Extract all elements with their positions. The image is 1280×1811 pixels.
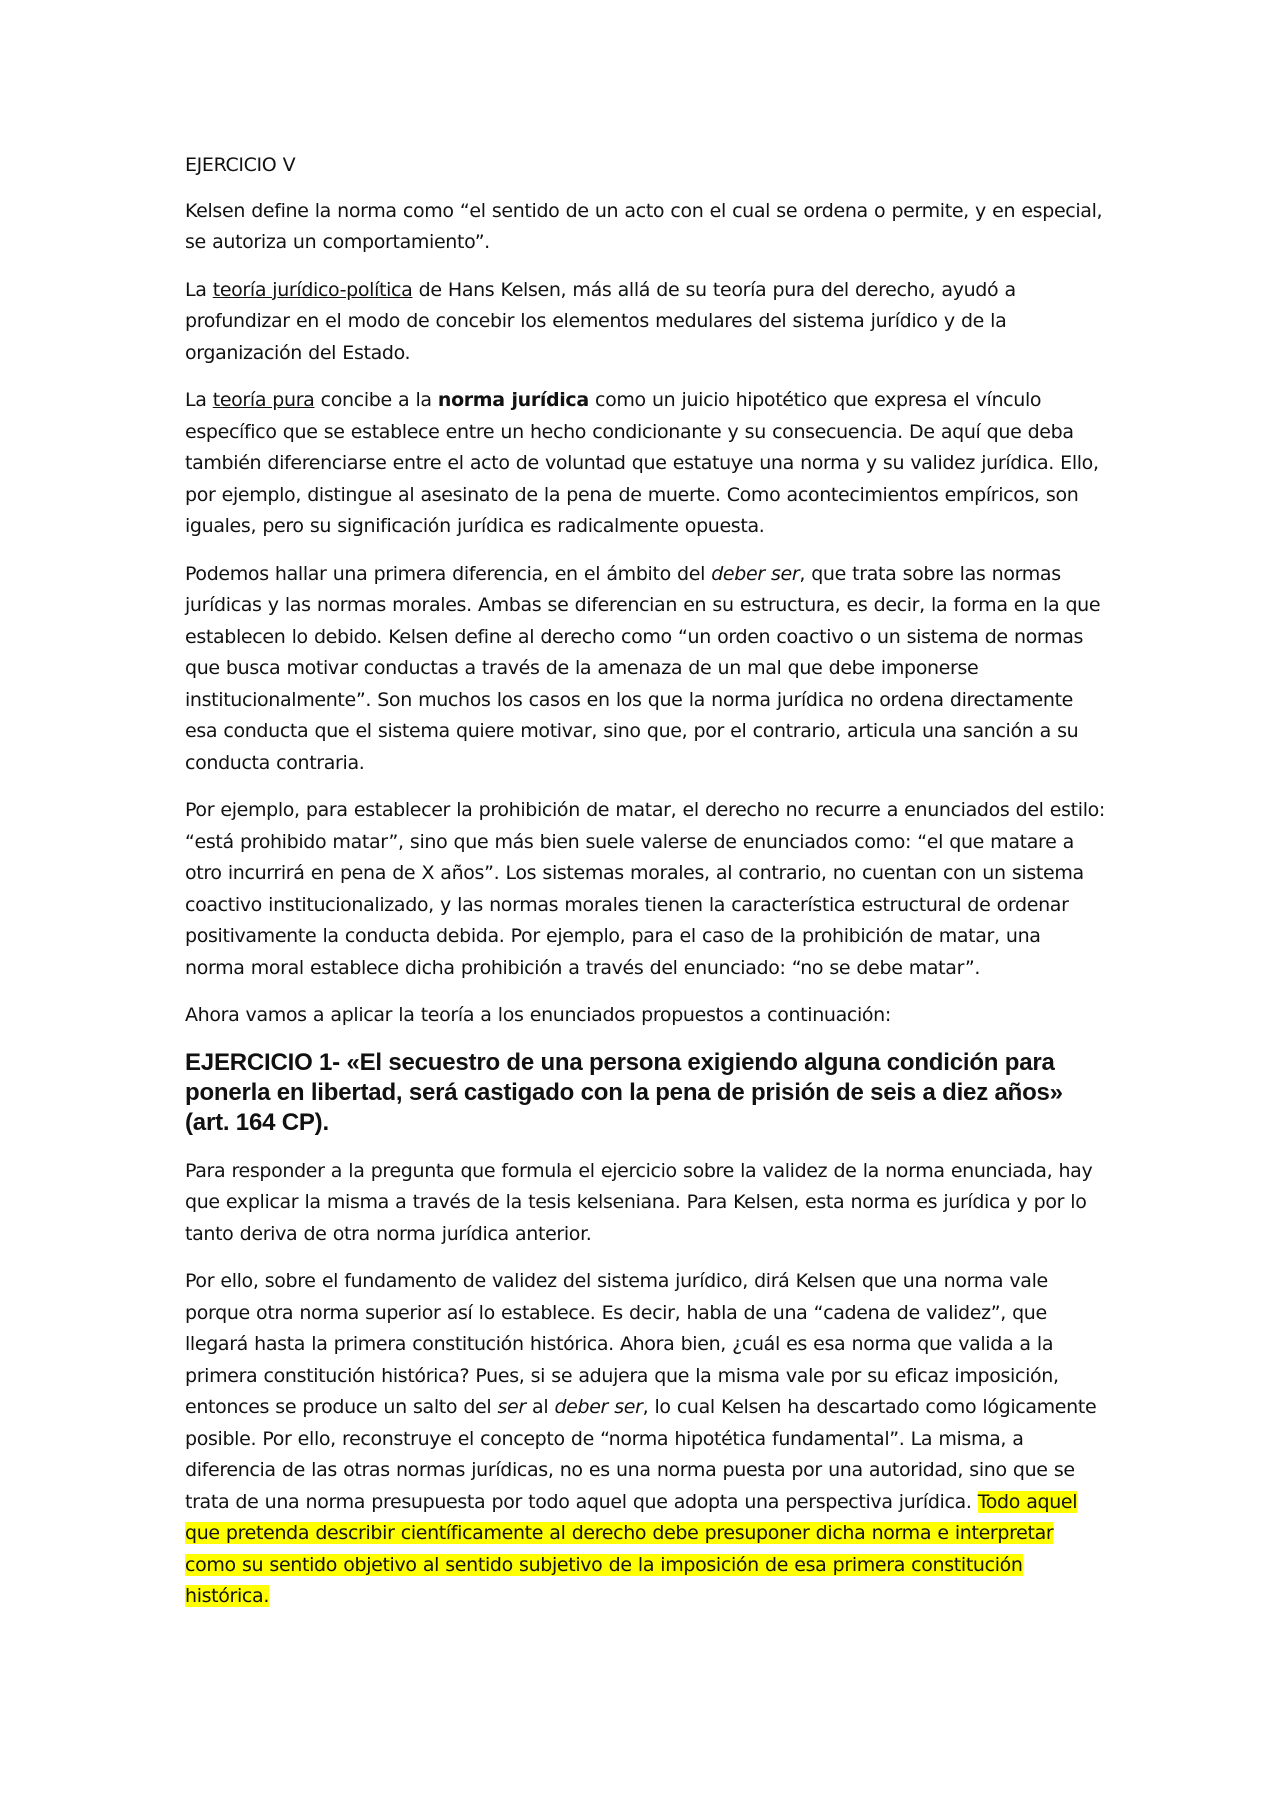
paragraph-intro-ejercicios: Ahora vamos a aplicar la teoría a los enunciados propuestos a continuación: [185, 1004, 891, 1026]
text-run: La [185, 389, 213, 411]
exercise-1-heading: EJERCICIO 1- «El secuestro de una persona exigiendo alguna condición para ponerla en libertad, será castigado con la pena de prisión de seis a diez años» (art. 164 CP). [185, 1048, 1063, 1136]
text-run: Por ello, sobre el fundamento de validez del sistema jurídico, dirá Kelsen que una norma vale porque otra norma superior así lo establece. Es decir, habla de una “cadena de validez”, que llegará hasta la primera constitución histórica. Ahora bien, ¿cuál es esa norma que valida a la primera constitución histórica? Pues, si se adujera que la misma vale por su eficaz imposición, entonces se produce un salto del [185, 1270, 1059, 1418]
text-run: al [525, 1396, 555, 1418]
paragraph-deber-ser [185, 559, 1105, 780]
italic-term-deber-ser: deber ser [711, 562, 800, 585]
bold-term-norma-juridica: norma jurídica [437, 389, 589, 411]
text-run: concibe a la [314, 389, 438, 411]
document-page [185, 150, 1105, 1629]
text-run: de Hans Kelsen, más allá de su teoría pura del derecho, ayudó a profundizar en el modo de concebir los elementos medulares del sistema jurídico y de la organización del Estado. [185, 278, 1016, 364]
paragraph-kelsen-definition: Kelsen define la norma como “el sentido de un acto con el cual se ordena o permite, y en especial, se autoriza un comportamiento”. [185, 199, 1103, 253]
paragraph-juridico-politica [185, 275, 1105, 370]
highlighted-text: Todo aquel que pretenda describir científicamente al derecho debe presuponer dicha norma e interpretar como su sentido objetivo al sentido subjetivo de la imposición de esa primera constitución histórica. [185, 1490, 1078, 1607]
text-run: Podemos hallar una primera diferencia, en el ámbito del [185, 562, 712, 585]
underlined-term-teoria-juridico-politica: teoría jurídico-política [212, 278, 413, 301]
paragraph-prohibicion-matar: Por ejemplo, para establecer la prohibición de matar, el derecho no recurre a enunciados del estilo: “está prohibido matar”, sino que más bien suele valerse de enunciados como: “el que matare a otro incurrirá en pena de X años”. Los sistemas morales, al contrario, no cuentan con un sistema coactivo institucionalizado, y las normas morales tienen la característica estructural de ordenar positivamente la conducta debida. Por ejemplo, para el caso de la prohibición de matar, una norma moral establece dicha prohibición a través del enunciado: “no se debe matar”. [185, 799, 1105, 979]
document-title: EJERCICIO V [185, 154, 296, 176]
text-run: como un juicio hipotético que expresa el vínculo específico que se establece entre un hecho condicionante y su consecuencia. De aquí que deba también diferenciarse entre el acto de voluntad que estatuye una norma y su validez jurídica. Ello, por ejemplo, distingue al asesinato de la pena de muerte. Como acontecimientos empíricos, son iguales, pero su significación jurídica es radicalmente opuesta. [185, 389, 1099, 537]
text-run: La [185, 278, 213, 301]
italic-term-ser: ser [497, 1396, 526, 1418]
text-run: , que trata sobre las normas jurídicas y las normas morales. Ambas se diferencian en su estructura, es decir, la forma en la que establecen lo debido. Kelsen define al derecho como “un orden coactivo o un sistema de normas que busca motivar conductas a través de la amenaza de un mal que debe imponerse institucionalmente”. Son muchos los casos en los que la norma jurídica no ordena directamente esa conducta que el sistema quiere motivar, sino que, por el contrario, articula una sanción a su conducta contraria. [185, 562, 1101, 774]
italic-term-deber-ser: deber ser [554, 1396, 643, 1418]
text-run: , lo cual Kelsen ha descartado como lógicamente posible. Por ello, reconstruye el concepto de “norma hipotética fundamental”. La misma, a diferencia de las otras normas jurídicas, no es una norma puesta por una autoridad, sino que se trata de una norma presupuesta por todo aquel que adopta una perspectiva jurídica. [185, 1396, 1097, 1513]
paragraph-respuesta-validez: Para responder a la pregunta que formula el ejercicio sobre la validez de la norma enunciada, hay que explicar la misma a través de la tesis kelseniana. Para Kelsen, esta norma es jurídica y por lo tanto deriva de otra norma jurídica anterior. [185, 1159, 1093, 1245]
paragraph-teoria-pura [185, 385, 1105, 543]
underlined-term-teoria-pura: teoría pura [212, 389, 315, 411]
paragraph-fundamento-validez [185, 1266, 1105, 1613]
